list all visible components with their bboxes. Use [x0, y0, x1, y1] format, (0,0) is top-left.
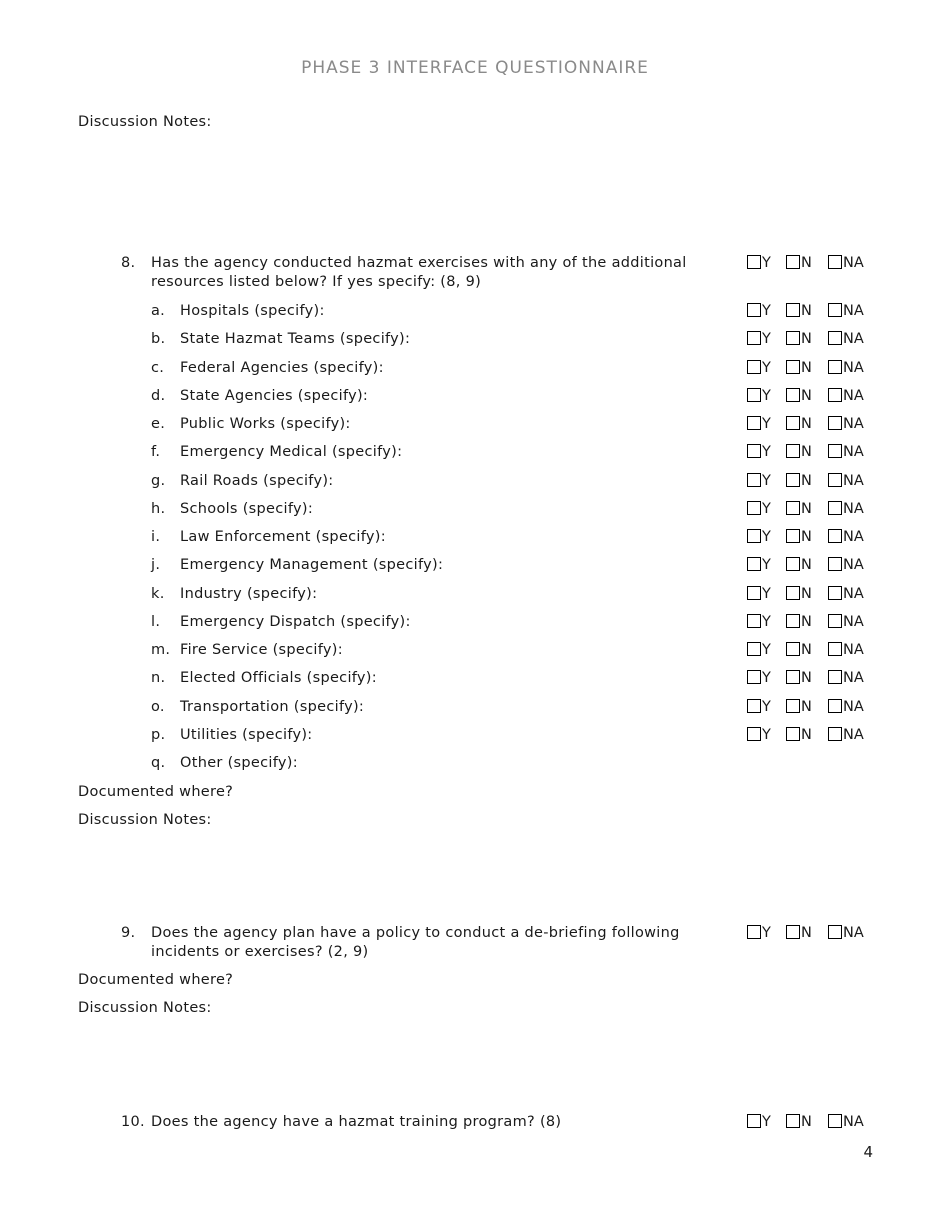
no-checkbox[interactable]: [786, 416, 800, 430]
na-label: NA: [843, 614, 864, 630]
no-label: N: [801, 529, 812, 545]
yes-label: Y: [762, 473, 771, 489]
answer-group: [747, 1113, 877, 1131]
item-letter: b.: [151, 331, 166, 347]
yes-checkbox[interactable]: [747, 360, 761, 374]
item-label: Rail Roads (specify):: [180, 473, 334, 489]
no-checkbox[interactable]: [786, 727, 800, 741]
na-checkbox[interactable]: [828, 416, 842, 430]
na-checkbox[interactable]: [828, 642, 842, 656]
no-checkbox[interactable]: [786, 501, 800, 515]
item-letter: q.: [151, 755, 166, 771]
yes-checkbox[interactable]: [747, 416, 761, 430]
na-label: NA: [843, 473, 864, 489]
na-checkbox[interactable]: [828, 699, 842, 713]
no-checkbox[interactable]: [786, 360, 800, 374]
na-label: NA: [843, 1114, 864, 1130]
item-label: Emergency Management (specify):: [180, 557, 444, 573]
yes-label: Y: [762, 670, 771, 686]
question-number: 8.: [121, 255, 136, 271]
answer-group: [747, 585, 877, 603]
item-label: Elected Officials (specify):: [180, 670, 377, 686]
no-checkbox[interactable]: [786, 699, 800, 713]
item-label: Other (specify):: [180, 755, 298, 771]
no-label: N: [801, 557, 812, 573]
yes-checkbox[interactable]: [747, 557, 761, 571]
item-letter: d.: [151, 388, 166, 404]
no-label: N: [801, 303, 812, 319]
yes-checkbox[interactable]: [747, 699, 761, 713]
no-label: N: [801, 388, 812, 404]
item-letter: c.: [151, 360, 165, 376]
no-checkbox[interactable]: [786, 529, 800, 543]
answer-group: [747, 528, 877, 546]
na-checkbox[interactable]: [828, 444, 842, 458]
item-label: Public Works (specify):: [180, 416, 351, 432]
yes-label: Y: [762, 360, 771, 376]
yes-checkbox[interactable]: [747, 331, 761, 345]
item-label: Emergency Dispatch (specify):: [180, 614, 411, 630]
na-checkbox[interactable]: [828, 360, 842, 374]
item-label: Law Enforcement (specify):: [180, 529, 386, 545]
no-label: N: [801, 670, 812, 686]
yes-label: Y: [762, 416, 771, 432]
na-label: NA: [843, 529, 864, 545]
na-label: NA: [843, 642, 864, 658]
no-label: N: [801, 642, 812, 658]
item-letter: i.: [151, 529, 161, 545]
question-text: Does the agency plan have a policy to conduct a de-briefing following incidents or exercises? (2, 9): [151, 925, 680, 960]
item-letter: f.: [151, 444, 161, 460]
discussion-notes-label: Discussion Notes:: [78, 812, 212, 828]
no-checkbox[interactable]: [786, 670, 800, 684]
no-label: N: [801, 255, 812, 271]
answer-group: [747, 556, 877, 574]
answer-group: [747, 613, 877, 631]
answer-group: [747, 698, 877, 716]
no-checkbox[interactable]: [786, 557, 800, 571]
na-checkbox[interactable]: [828, 1114, 842, 1128]
item-label: Transportation (specify):: [180, 699, 365, 715]
na-label: NA: [843, 557, 864, 573]
na-checkbox[interactable]: [828, 473, 842, 487]
na-checkbox[interactable]: [828, 303, 842, 317]
answer-group: [747, 500, 877, 518]
na-checkbox[interactable]: [828, 388, 842, 402]
na-label: NA: [843, 586, 864, 602]
no-checkbox[interactable]: [786, 473, 800, 487]
yes-checkbox[interactable]: [747, 642, 761, 656]
no-checkbox[interactable]: [786, 1114, 800, 1128]
answer-group: [747, 641, 877, 659]
na-label: NA: [843, 255, 864, 271]
no-checkbox[interactable]: [786, 331, 800, 345]
no-checkbox[interactable]: [786, 925, 800, 939]
documented-where-label: Documented where?: [78, 784, 234, 800]
item-letter: h.: [151, 501, 166, 517]
answer-group: [747, 472, 877, 490]
item-letter: m.: [151, 642, 171, 658]
yes-label: Y: [762, 501, 771, 517]
yes-checkbox[interactable]: [747, 670, 761, 684]
na-label: NA: [843, 388, 864, 404]
yes-checkbox[interactable]: [747, 473, 761, 487]
yes-checkbox[interactable]: [747, 255, 761, 269]
na-label: NA: [843, 727, 864, 743]
item-letter: o.: [151, 699, 165, 715]
page-number: 4: [863, 1143, 873, 1161]
na-checkbox[interactable]: [828, 255, 842, 269]
item-label: Industry (specify):: [180, 586, 318, 602]
yes-checkbox[interactable]: [747, 925, 761, 939]
yes-checkbox[interactable]: [747, 1114, 761, 1128]
item-label: Fire Service (specify):: [180, 642, 343, 658]
na-label: NA: [843, 670, 864, 686]
yes-label: Y: [762, 557, 771, 573]
item-letter: g.: [151, 473, 166, 489]
yes-label: Y: [762, 614, 771, 630]
question-text: Does the agency have a hazmat training program? (8): [151, 1114, 562, 1130]
no-checkbox[interactable]: [786, 614, 800, 628]
item-label: Utilities (specify):: [180, 727, 313, 743]
no-checkbox[interactable]: [786, 303, 800, 317]
na-checkbox[interactable]: [828, 331, 842, 345]
na-checkbox[interactable]: [828, 727, 842, 741]
no-label: N: [801, 473, 812, 489]
question-text: Has the agency conducted hazmat exercises with any of the additional resources listed below? If yes specify: (8, 9): [151, 255, 687, 290]
yes-label: Y: [762, 255, 771, 271]
na-label: NA: [843, 303, 864, 319]
na-checkbox[interactable]: [828, 501, 842, 515]
item-letter: k.: [151, 586, 165, 602]
discussion-notes-label: Discussion Notes:: [78, 114, 212, 130]
item-label: State Hazmat Teams (specify):: [180, 331, 411, 347]
na-label: NA: [843, 699, 864, 715]
yes-checkbox[interactable]: [747, 303, 761, 317]
yes-label: Y: [762, 925, 771, 941]
yes-checkbox[interactable]: [747, 388, 761, 402]
na-checkbox[interactable]: [828, 925, 842, 939]
yes-label: Y: [762, 444, 771, 460]
no-label: N: [801, 727, 812, 743]
no-checkbox[interactable]: [786, 255, 800, 269]
item-letter: l.: [151, 614, 161, 630]
yes-label: Y: [762, 331, 771, 347]
discussion-notes-label: Discussion Notes:: [78, 1000, 212, 1016]
na-label: NA: [843, 444, 864, 460]
item-letter: a.: [151, 303, 166, 319]
no-checkbox[interactable]: [786, 444, 800, 458]
documented-where-label: Documented where?: [78, 972, 234, 988]
answer-group: [747, 330, 877, 348]
item-letter: j.: [151, 557, 161, 573]
na-label: NA: [843, 360, 864, 376]
item-letter: e.: [151, 416, 166, 432]
yes-checkbox[interactable]: [747, 586, 761, 600]
yes-label: Y: [762, 1114, 771, 1130]
yes-label: Y: [762, 727, 771, 743]
answer-group: [747, 924, 877, 942]
no-checkbox[interactable]: [786, 586, 800, 600]
no-label: N: [801, 614, 812, 630]
na-label: NA: [843, 331, 864, 347]
yes-checkbox[interactable]: [747, 444, 761, 458]
yes-checkbox[interactable]: [747, 501, 761, 515]
no-label: N: [801, 444, 812, 460]
na-label: NA: [843, 501, 864, 517]
no-label: N: [801, 501, 812, 517]
no-label: N: [801, 699, 812, 715]
answer-group: [747, 726, 877, 744]
question-number: 9.: [121, 925, 136, 941]
answer-group: [747, 415, 877, 433]
yes-checkbox[interactable]: [747, 614, 761, 628]
no-label: N: [801, 331, 812, 347]
yes-label: Y: [762, 303, 771, 319]
item-letter: n.: [151, 670, 166, 686]
yes-label: Y: [762, 699, 771, 715]
item-label: State Agencies (specify):: [180, 388, 369, 404]
na-label: NA: [843, 416, 864, 432]
no-label: N: [801, 416, 812, 432]
no-checkbox[interactable]: [786, 642, 800, 656]
no-label: N: [801, 360, 812, 376]
page-title: PHASE 3 INTERFACE QUESTIONNAIRE: [301, 58, 649, 78]
na-checkbox[interactable]: [828, 586, 842, 600]
answer-group: [747, 254, 877, 272]
no-label: N: [801, 586, 812, 602]
answer-group: [747, 302, 877, 320]
question-number: 10.: [121, 1114, 145, 1130]
no-label: N: [801, 925, 812, 941]
answer-group: [747, 359, 877, 377]
answer-group: [747, 443, 877, 461]
yes-label: Y: [762, 642, 771, 658]
yes-label: Y: [762, 586, 771, 602]
no-label: N: [801, 1114, 812, 1130]
item-label: Federal Agencies (specify):: [180, 360, 384, 376]
na-checkbox[interactable]: [828, 670, 842, 684]
yes-checkbox[interactable]: [747, 529, 761, 543]
item-label: Schools (specify):: [180, 501, 314, 517]
answer-group: [747, 669, 877, 687]
item-letter: p.: [151, 727, 166, 743]
na-checkbox[interactable]: [828, 557, 842, 571]
yes-label: Y: [762, 388, 771, 404]
na-checkbox[interactable]: [828, 529, 842, 543]
no-checkbox[interactable]: [786, 388, 800, 402]
item-label: Hospitals (specify):: [180, 303, 325, 319]
na-checkbox[interactable]: [828, 614, 842, 628]
na-label: NA: [843, 925, 864, 941]
item-label: Emergency Medical (specify):: [180, 444, 403, 460]
answer-group: [747, 387, 877, 405]
yes-checkbox[interactable]: [747, 727, 761, 741]
yes-label: Y: [762, 529, 771, 545]
